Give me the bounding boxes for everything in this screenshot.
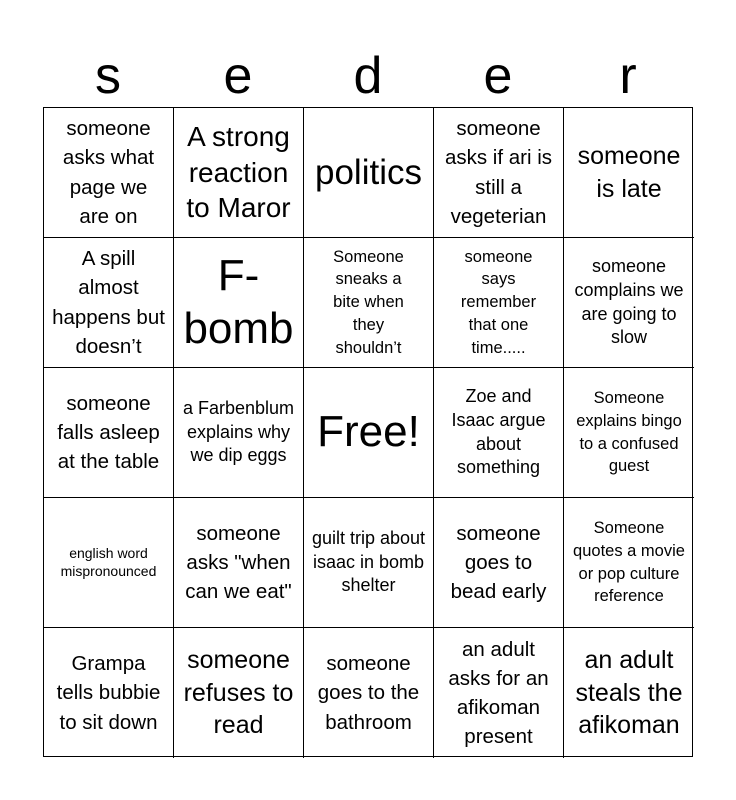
bingo-cell[interactable] — [44, 628, 174, 758]
cell-text: someone goes to the bathroom — [317, 652, 420, 734]
cell-text: politics — [315, 152, 422, 192]
cell-text: Someone quotes a movie or pop culture reference — [573, 518, 685, 606]
bingo-cell[interactable] — [564, 628, 694, 758]
cell-text: someone falls asleep at the table — [57, 391, 160, 474]
cell-text: someone says remember that one time..... — [460, 247, 537, 357]
cell-text: someone is late — [577, 142, 681, 203]
bingo-cell[interactable] — [174, 238, 304, 368]
bingo-cell[interactable] — [304, 368, 434, 498]
cell-text: someone complains we are going to slow — [574, 255, 684, 348]
bingo-cell[interactable] — [44, 368, 174, 498]
cell-text: english word mispronounced — [60, 545, 157, 579]
bingo-cell[interactable] — [44, 498, 174, 628]
bingo-cell[interactable] — [434, 368, 564, 498]
cell-text: someone goes to bead early — [450, 521, 547, 604]
bingo-cell[interactable] — [174, 108, 304, 238]
header-letter-4: e — [483, 47, 513, 105]
cell-text: a Farbenblum explains why we dip eggs — [182, 397, 295, 466]
bingo-cell[interactable] — [44, 108, 174, 238]
cell-text: an adult steals the afikoman — [575, 646, 683, 740]
cell-text: someone asks what page we are on — [62, 117, 155, 228]
cell-text: an adult asks for an afikoman present — [448, 637, 549, 749]
header-letter-5: r — [619, 47, 637, 105]
bingo-cell[interactable] — [304, 628, 434, 758]
bingo-cell[interactable] — [434, 108, 564, 238]
cell-text: Grampa tells bubbie to sit down — [56, 652, 161, 734]
bingo-cell[interactable] — [174, 498, 304, 628]
bingo-cell[interactable] — [564, 368, 694, 498]
bingo-cell[interactable] — [174, 368, 304, 498]
bingo-cell[interactable] — [564, 498, 694, 628]
cell-text: A strong reaction to Maror — [186, 120, 291, 224]
cell-text: Zoe and Isaac argue about something — [451, 385, 546, 478]
cell-text: A spill almost happens but doesn’t — [52, 247, 165, 358]
cell-text: Someone sneaks a bite when they shouldn’t — [333, 247, 404, 357]
cell-text: guilt trip about isaac in bomb shelter — [311, 527, 426, 596]
cell-text: Someone explains bingo to a confused guest — [576, 388, 682, 476]
header-letter-2: e — [223, 47, 253, 105]
bingo-cell[interactable] — [44, 238, 174, 368]
bingo-cell[interactable] — [304, 108, 434, 238]
bingo-cell[interactable] — [434, 628, 564, 758]
cell-text: someone refuses to read — [183, 646, 294, 740]
bingo-cell[interactable] — [564, 238, 694, 368]
bingo-cell[interactable] — [304, 238, 434, 368]
header-letter-3: d — [353, 47, 383, 105]
bingo-board — [43, 107, 693, 757]
bingo-cell[interactable] — [174, 628, 304, 758]
bingo-cell[interactable] — [564, 108, 694, 238]
bingo-cell[interactable] — [434, 238, 564, 368]
cell-text: someone asks if ari is still a vegeterian — [444, 117, 553, 228]
bingo-cell[interactable] — [434, 498, 564, 628]
header-letter-1: s — [95, 47, 121, 105]
bingo-header — [43, 44, 693, 108]
cell-text: Free! — [317, 407, 420, 457]
bingo-cell[interactable] — [304, 498, 434, 628]
cell-text: F-bomb — [183, 250, 294, 353]
cell-text: someone asks "when can we eat" — [185, 521, 292, 604]
